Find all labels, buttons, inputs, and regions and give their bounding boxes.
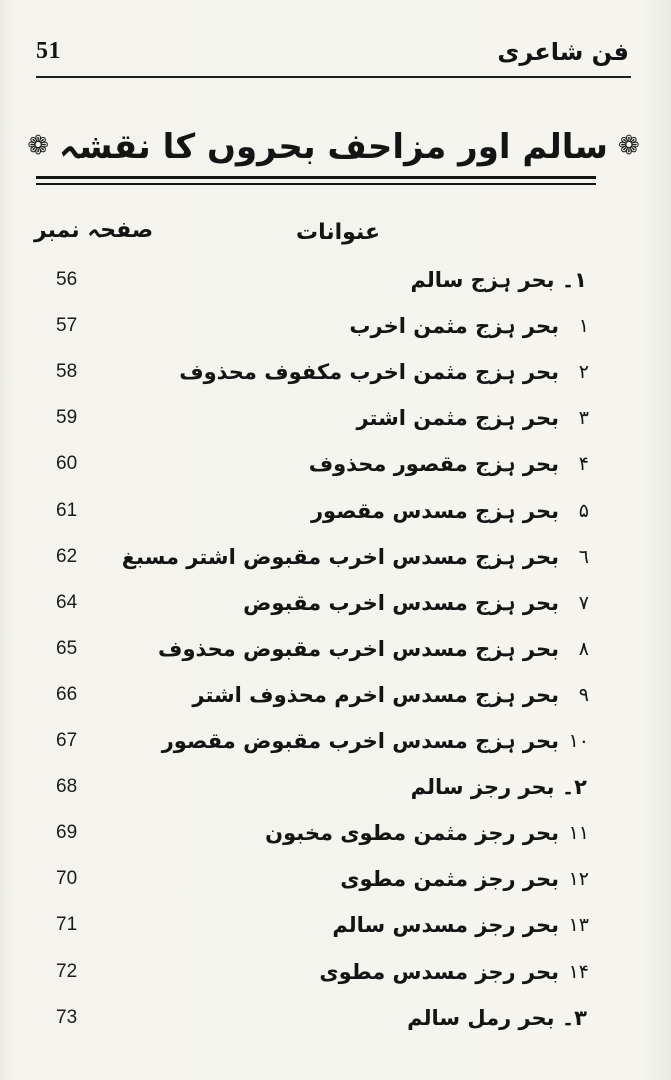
toc-page-number: 72	[56, 960, 78, 982]
toc-entry-title: بحر رجز مسدس سالم	[332, 913, 559, 938]
toc-page-number: 73	[56, 1006, 78, 1028]
toc-entry-number: ۷	[578, 591, 589, 614]
right-ornament-icon: ❁	[617, 131, 640, 161]
toc-entry-title: بحر رجز مثمن مطوی	[340, 867, 559, 892]
toc-entry-number: ۱۴	[568, 960, 589, 983]
toc-page-number: 71	[56, 914, 78, 936]
toc-entry-title: بحر ہزج مسدس اخرب مقبوض محذوف	[158, 636, 559, 661]
toc-entry-title: بحر رجز مسدس مطوی	[319, 959, 559, 984]
toc-page-number: 65	[56, 637, 78, 659]
toc-row	[0, 537, 671, 577]
toc-page-number: 70	[56, 868, 78, 890]
toc-page-number: 59	[56, 407, 78, 429]
toc-page-number: 57	[56, 315, 78, 337]
toc-entry-number: ۹	[578, 683, 589, 706]
toc-page-number: 62	[56, 545, 78, 567]
toc-row	[0, 444, 671, 484]
toc-entry-title: بحر ہزج مثمن اخرب	[349, 314, 559, 339]
toc-entry-number: ۴	[578, 453, 589, 476]
toc-entry-title: بحر ہزج مسدس اخرب مقبوض اشتر مسبغ	[121, 544, 559, 569]
toc-row	[0, 859, 671, 899]
toc-row	[0, 306, 671, 346]
toc-page-number: 67	[56, 730, 78, 751]
toc-page-number: 58	[56, 361, 78, 383]
toc-entry-number: ۱۱	[568, 822, 589, 845]
column-header-page: صفحہ نمبر	[34, 218, 154, 243]
toc-entry-number: ۲	[578, 361, 589, 384]
section-heading	[27, 120, 640, 172]
toc-row	[0, 491, 671, 531]
toc-entry-number: ۸	[578, 637, 589, 660]
toc-row	[0, 352, 671, 392]
toc-entry-title: بحر ہزج مسدس مقصور	[310, 498, 559, 523]
toc-entry-number: ۱۰	[568, 730, 589, 752]
header-rule	[36, 76, 631, 78]
toc-page-number: 64	[56, 591, 78, 613]
left-ornament-icon: ❁	[27, 131, 50, 161]
toc-row	[0, 813, 671, 853]
toc-entry-title: بحر ہزج مسدس اخرب مقبوض مقصور	[161, 729, 559, 753]
toc-row	[0, 629, 671, 669]
toc-entry-title: بحر ہزج مثمن اشتر	[356, 406, 559, 431]
toc-page-number: 60	[56, 453, 78, 475]
toc-row	[0, 583, 671, 623]
toc-section-row	[0, 998, 671, 1038]
heading-text: سالم اور مزاحف بحروں کا نقشہ	[59, 126, 608, 167]
toc-row	[0, 398, 671, 438]
toc-row	[0, 952, 671, 992]
toc-row	[0, 675, 671, 715]
toc-page-number: 69	[56, 822, 78, 844]
toc-page-number: 68	[56, 776, 78, 798]
toc-entry-number: ٦	[578, 545, 589, 568]
toc-entry-number: ۵	[578, 499, 589, 522]
toc-entry-title: بحر رجز مثمن مطوی مخبون	[265, 821, 559, 846]
toc-row	[0, 721, 671, 761]
toc-page-number: 56	[56, 269, 78, 290]
toc-section-title: ۲۔ بحر رجز سالم	[410, 775, 587, 800]
toc-entry-title: بحر ہزج مسدس اخرب مقبوض	[243, 590, 559, 615]
toc-entry-title: بحر ہزج مقصور محذوف	[308, 452, 559, 477]
toc-section-row	[0, 767, 671, 807]
toc-page-number: 66	[56, 683, 78, 705]
toc-page-number: 61	[56, 499, 78, 521]
toc-entry-number: ۱۲	[568, 868, 589, 891]
column-header-title: عنوانات	[296, 220, 380, 245]
toc-section-title: ۱۔ بحر ہزج سالم	[410, 268, 587, 292]
running-title: فن شاعری	[497, 38, 629, 66]
toc-entry-number: ۳	[578, 407, 589, 430]
toc-row	[0, 905, 671, 945]
toc-entry-number: ۱۳	[568, 914, 589, 937]
toc-section-row	[0, 260, 671, 300]
toc-entry-number: ۱	[578, 315, 589, 338]
toc-entry-title: بحر ہزج مثمن اخرب مکفوف محذوف	[179, 360, 559, 385]
heading-rule-thin	[36, 183, 596, 185]
page-number: 51	[36, 38, 61, 64]
heading-rule-thick	[36, 176, 596, 179]
toc-section-title: ۳۔ بحر رمل سالم	[407, 1005, 587, 1030]
toc-entry-title: بحر ہزج مسدس اخرم محذوف اشتر	[192, 682, 559, 707]
